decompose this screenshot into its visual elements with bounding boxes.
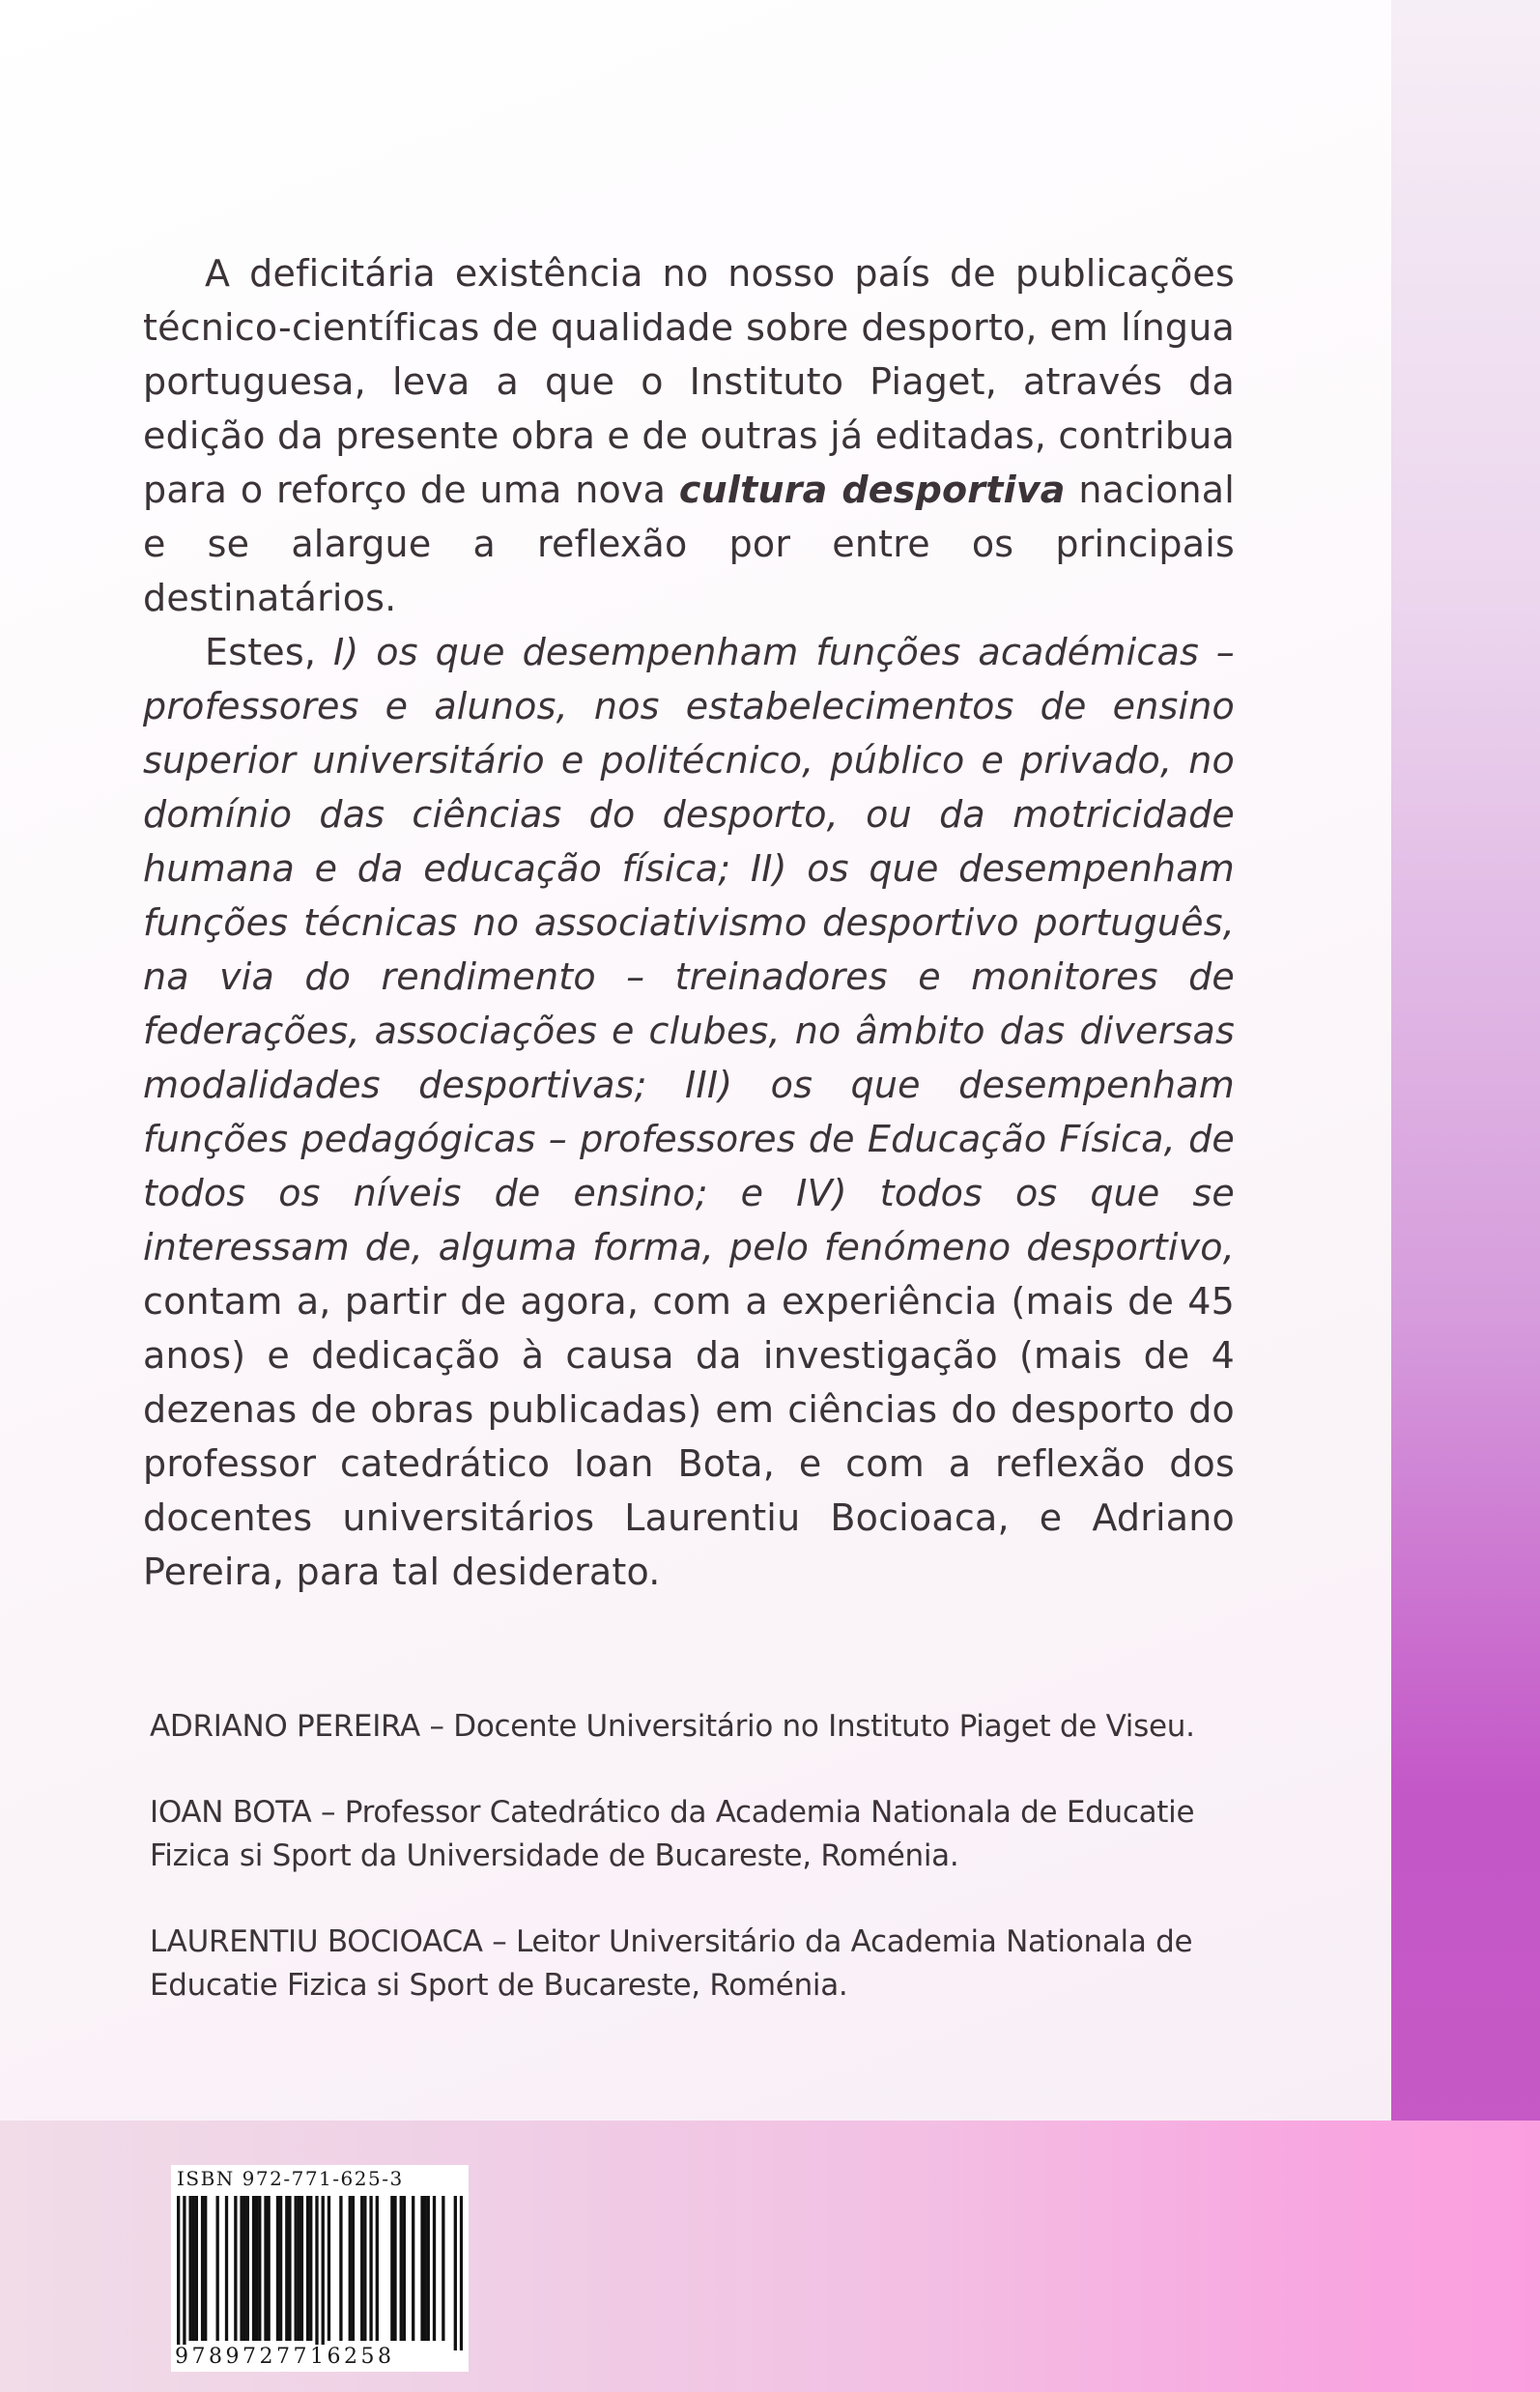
blurb-paragraph-2 (143, 625, 1235, 1599)
barcode-bar (322, 2196, 325, 2350)
barcode-bar (423, 2196, 426, 2341)
barcode-bar (315, 2196, 318, 2350)
barcode-bar (243, 2196, 246, 2341)
barcode-bar (412, 2196, 414, 2341)
barcode-bar (390, 2196, 393, 2341)
barcode-bar (460, 2196, 463, 2350)
barcode-bar (420, 2196, 423, 2341)
barcode-bar (295, 2196, 298, 2341)
barcode-bar (225, 2196, 228, 2341)
barcode-bar (234, 2196, 237, 2341)
barcode-bar (349, 2196, 352, 2341)
barcode-bar (285, 2196, 288, 2341)
barcode-bar (240, 2196, 242, 2341)
barcode-bar (195, 2196, 198, 2341)
blurb-p1-start: A deficitária existência no nosso país de publicações técnico-científicas de qualidade sobre desporto, em língua portuguesa, leva a que o Instituto Piaget, através da edição da presente obra e de outras já editadas, contribua para o reforço de uma nova (143, 252, 1235, 511)
barcode-bar (454, 2196, 457, 2350)
blurb-paragraph-1 (143, 246, 1235, 625)
author-bio-laurentiu-bocioaca: LAURENTIU BOCIOACA – Leitor Universitário da Academia Nationala de Educatie Fizica si Sport de Bucareste, Roménia. (150, 1924, 1193, 2003)
barcode-bar (267, 2196, 270, 2341)
barcode-bar (339, 2196, 342, 2341)
barcode-bar (216, 2196, 219, 2341)
barcode-bar (363, 2196, 366, 2341)
barcode-bar (255, 2196, 258, 2341)
barcode-bar (188, 2196, 191, 2341)
blurb-p1-end: nacional e se alargue a reflexão por entre os principais destinatários. (143, 469, 1235, 619)
blurb-emphasis-term: cultura desportiva (678, 469, 1066, 511)
barcode-bar (400, 2196, 403, 2341)
isbn-barcode (171, 2165, 469, 2372)
barcode-bar (246, 2196, 249, 2341)
barcode-bar (264, 2196, 267, 2341)
barcode-bar (376, 2196, 379, 2341)
blurb-text (143, 246, 1235, 1599)
barcode-bar (192, 2196, 195, 2341)
author-bio-adriano-pereira: ADRIANO PEREIRA – Docente Universitário no Instituto Piaget de Viseu. (150, 1709, 1195, 1744)
barcode-bar (427, 2196, 430, 2341)
barcode-bar (393, 2196, 396, 2341)
author-bios (150, 1705, 1241, 2050)
barcode-bar (352, 2196, 355, 2341)
barcode-bar (300, 2196, 303, 2341)
barcode-bar (306, 2196, 309, 2341)
spine-edge-band (1391, 0, 1540, 2392)
barcode-bars (177, 2196, 463, 2350)
barcode-bar (177, 2196, 180, 2350)
barcode-bar (403, 2196, 406, 2341)
blurb-p2-lead: Estes, (205, 631, 334, 673)
barcode-bar (360, 2196, 363, 2341)
barcode-bar (279, 2196, 282, 2341)
ean-digits: 9789727716258 (175, 2345, 395, 2369)
barcode-bar (442, 2196, 444, 2341)
barcode-bar (201, 2196, 204, 2341)
barcode-bar (276, 2196, 279, 2341)
barcode-bar (204, 2196, 207, 2341)
blurb-p2-rest: contam a, partir de agora, com a experiência (mais de 45 anos) e dedicação à causa da investigação (mais de 4 dezenas de obras publicadas) em ciências do desporto do professor catedrático Ioan Bota, e com a reflexão dos docentes universitários Laurentiu Bocioaca, e Adriano Pereira, para tal desiderato. (143, 1280, 1235, 1593)
barcode-bar (288, 2196, 291, 2341)
barcode-bar (369, 2196, 372, 2341)
barcode-bar (252, 2196, 255, 2341)
barcode-bar (183, 2196, 185, 2350)
barcode-bar (433, 2196, 436, 2341)
isbn-label: ISBN 972-771-625-3 (177, 2167, 404, 2190)
barcode-bar (309, 2196, 312, 2341)
barcode-bar (258, 2196, 261, 2341)
blurb-p2-italic: I) os que desempenham funções académicas – professores e alunos, nos estabelecimentos de ensino superior universitário e politécnico, público e privado, no domínio das ciências do desporto, ou da motricidade humana e da educação física; II) os que desempenham funções técnicas no associativismo desportivo português, na via do rendimento – treinadores e monitores de federações, associações e clubes, no âmbito das diversas modalidades desportivas; III) os que desempenham funções pedagógicas – professores de Educação Física, de todos os níveis de ensino; e IV) todos os que se interessam de, alguma forma, pelo fenómeno desportivo, (143, 631, 1235, 1268)
author-bio-ioan-bota: IOAN BOTA – Professor Catedrático da Academia Nationala de Educatie Fizica si Sport da Universidade de Bucareste, Roménia. (150, 1795, 1195, 1873)
barcode-bar (298, 2196, 300, 2341)
barcode-bar (328, 2196, 330, 2341)
